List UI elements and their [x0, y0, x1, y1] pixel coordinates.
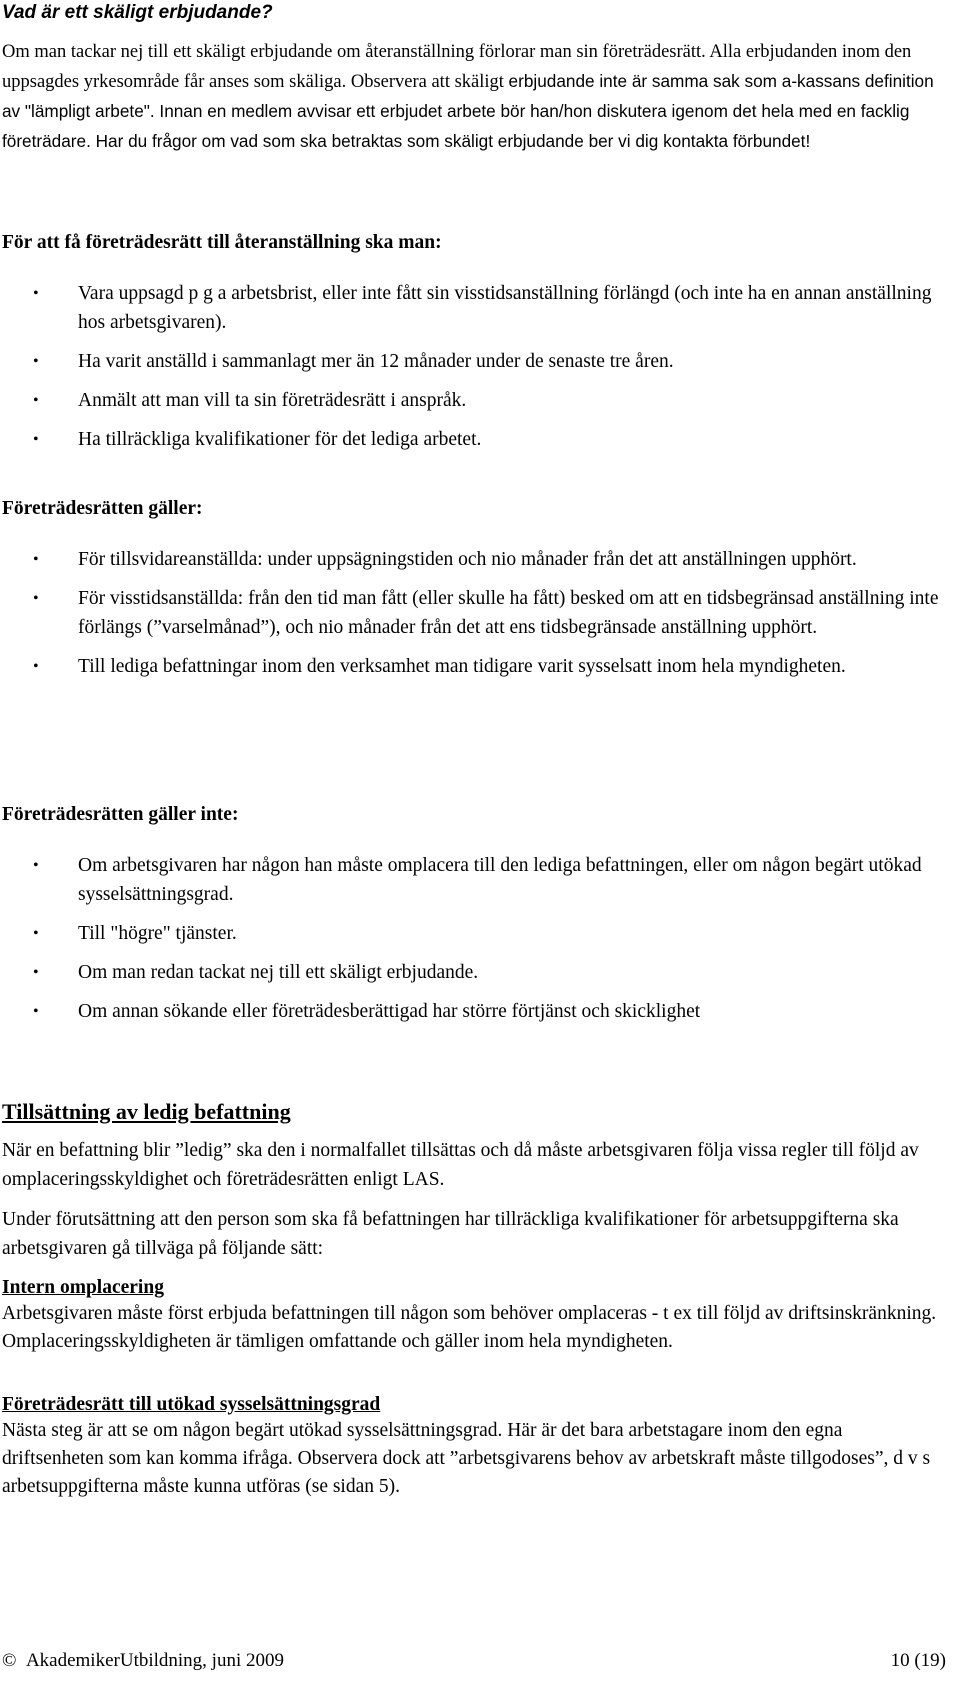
copyright-icon: ©	[2, 1650, 17, 1671]
list-item	[2, 997, 946, 1026]
list-item-text: Anmält att man vill ta sin företrädesrätt i anspråk.	[78, 390, 467, 411]
footer-text: AkademikerUtbildning, juni 2009	[25, 1650, 284, 1671]
list-item-text: För tillsvidareanställda: under uppsägningstiden och nio månader från det att anställningen upphört.	[78, 549, 857, 570]
increase-text: Nästa steg är att se om någon begärt utökad sysselsättningsgrad. Här är det bara arbetstagare inom den egna driftsenheten som kan komma ifråga. Observera dock att ”arbetsgivarens behov av arbetskraft måste tillgodoses”, d v s arbetsuppgifterna måste kunna utföras (se sidan 5).	[2, 1420, 931, 1497]
list-item-text: Om annan sökande eller företrädesberättigad har större förtjänst och skicklighet	[78, 1001, 701, 1022]
not-applies-section	[2, 801, 946, 1026]
bullet-icon: •	[33, 285, 39, 302]
list-item-text: Om arbetsgivaren har någon han måste omplacera till den lediga befattningen, eller om någon begärt utökad sysselsättningsgrad.	[78, 855, 922, 905]
bullet-icon: •	[33, 353, 39, 370]
list-item	[2, 652, 946, 681]
not-applies-heading: Företrädesrätten gäller inte:	[2, 804, 239, 825]
intro-paragraph	[2, 38, 946, 157]
list-item	[2, 584, 946, 642]
list-item-text: Ha tillräckliga kvalifikationer för det lediga arbetet.	[78, 429, 482, 450]
list-item	[2, 347, 946, 376]
list-item-text: Ha varit anställd i sammanlagt mer än 12 månader under de senaste tre åren.	[78, 351, 674, 372]
bullet-icon: •	[33, 551, 39, 568]
page-number: 10 (19)	[890, 1650, 946, 1671]
list-item	[2, 851, 946, 909]
filling-paragraph-1: När en befattning blir ”ledig” ska den i normalfallet tillsättas och då måste arbetsgivaren följa vissa regler till följd av omplaceringsskyldighet och företrädesrätten enligt LAS.	[2, 1140, 919, 1190]
bullet-icon: •	[33, 431, 39, 448]
list-item	[2, 958, 946, 987]
bullet-icon: •	[33, 590, 39, 607]
footer-left	[2, 1646, 284, 1676]
bullet-icon: •	[33, 1003, 39, 1020]
bullet-icon: •	[33, 925, 39, 942]
increase-heading: Företrädesrätt till utökad sysselsättningsgrad	[2, 1394, 381, 1415]
list-item-text: Till lediga befattningar inom den verksamhet man tidigare varit sysselsatt inom hela myndigheten.	[78, 656, 846, 677]
list-item-text: För visstidsanställda: från den tid man fått (eller skulle ha fått) besked om att en tidsbegränsad anställning inte förlängs (”varselmånad”), och nio månader från det att ens tidsbegränsade anställning upphört.	[78, 588, 939, 638]
bullet-icon: •	[33, 658, 39, 675]
internal-section	[2, 1275, 948, 1356]
intro-text-1: Om man tackar nej till ett skäligt erbjudande om återanställning förlorar man sin företrädesrätt. Alla erbjudanden inom den uppsagdes yrkesområde får anses som skäliga. Observera att skäligt	[2, 42, 912, 92]
intro-heading: Vad är ett skäligt erbjudande?	[2, 2, 273, 23]
applies-section	[2, 495, 946, 681]
list-item	[2, 919, 946, 948]
list-item-text: Till "högre" tjänster.	[78, 923, 237, 944]
not-applies-list	[2, 851, 946, 1026]
list-item	[2, 279, 946, 337]
filling-heading: Tillsättning av ledig befattning	[2, 1099, 291, 1124]
applies-heading: Företrädesrätten gäller:	[2, 498, 203, 519]
filling-paragraph-2: Under förutsättning att den person som ska få befattningen har tillräckliga kvalifikationer för arbetsuppgifterna ska arbetsgivaren gå tillväga på följande sätt:	[2, 1209, 899, 1259]
list-item-text: Vara uppsagd p g a arbetsbrist, eller inte fått sin visstidsanställning förlängd (och inte ha en annan anställning hos arbetsgivaren).	[78, 283, 932, 333]
bullet-icon: •	[33, 392, 39, 409]
internal-text: Arbetsgivaren måste först erbjuda befattningen till någon som behöver omplaceras - t ex till följd av driftsinskränkning. Omplaceringsskyldigheten är tämligen omfattande och gäller inom hela myndigheten.	[2, 1303, 937, 1352]
increase-section	[2, 1392, 948, 1501]
conditions-heading: För att få företrädesrätt till återanställning ska man:	[2, 232, 442, 253]
applies-list	[2, 545, 946, 681]
internal-heading: Intern omplacering	[2, 1277, 164, 1298]
list-item	[2, 545, 946, 574]
intro-text-2: erbjudande inte är samma sak som a-kassans definition av "lämpligt arbete". Innan en medlem avvisar ett erbjudet arbete bör han/hon diskutera igenom det hela med en facklig företrädare. Har du frågor om vad som ska betraktas som skäligt erbjudande ber vi dig kontakta förbundet!	[2, 71, 934, 151]
list-item	[2, 425, 946, 454]
list-item	[2, 386, 946, 415]
conditions-list	[2, 279, 946, 454]
bullet-icon: •	[33, 857, 39, 874]
page-footer	[2, 1646, 946, 1676]
list-item-text: Om man redan tackat nej till ett skäligt erbjudande.	[78, 962, 479, 983]
bullet-icon: •	[33, 964, 39, 981]
conditions-section	[2, 229, 946, 454]
